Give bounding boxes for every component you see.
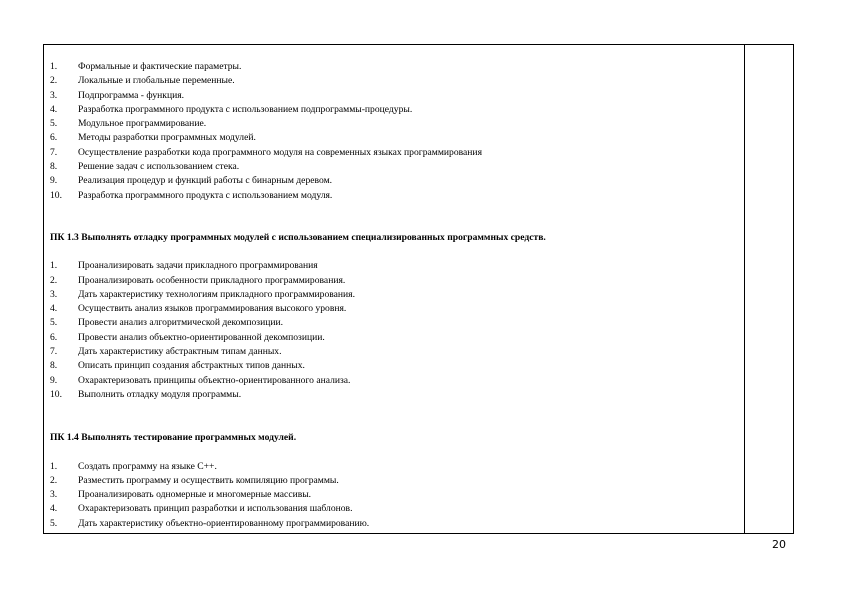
list-item-text: Разместить программу и осуществить компиляцию программы. bbox=[78, 474, 339, 486]
list-item bbox=[50, 131, 740, 145]
list-item-number: 5. bbox=[50, 118, 58, 130]
list-item-number: 8. bbox=[50, 360, 58, 372]
list-item-text: Создать программу на языке С++. bbox=[78, 460, 217, 472]
list-item bbox=[50, 174, 740, 188]
list-item-text: Осуществление разработки кода программного модуля на современных языках программирования bbox=[78, 146, 482, 158]
list-item-text: Дать характеристику абстрактным типам данных. bbox=[78, 346, 282, 358]
topic-list-3 bbox=[50, 460, 740, 531]
list-item-number: 6. bbox=[50, 132, 58, 144]
list-item-text: Формальные и фактические параметры. bbox=[78, 61, 242, 72]
list-item-number: 5. bbox=[50, 517, 58, 529]
list-item-text: Локальные и глобальные переменные. bbox=[78, 75, 235, 87]
list-item-text: Осуществить анализ языков программирования высокого уровня. bbox=[78, 303, 347, 315]
list-item-number: 2. bbox=[50, 474, 58, 486]
list-item-text: Разработка программного продукта с использованием подпрограммы-процедуры. bbox=[78, 103, 413, 115]
list-item-number: 10. bbox=[50, 189, 62, 201]
list-item bbox=[50, 316, 740, 330]
list-item-text: Провести анализ объектно-ориентированной декомпозиции. bbox=[78, 331, 325, 343]
list-item bbox=[50, 103, 740, 117]
list-item bbox=[50, 359, 740, 373]
list-item-text: Дать характеристику технологиям прикладного программирования. bbox=[78, 288, 355, 300]
list-item bbox=[50, 374, 740, 388]
list-item-number: 2. bbox=[50, 75, 58, 87]
list-item-number: 9. bbox=[50, 374, 58, 386]
list-item bbox=[50, 160, 740, 174]
list-item-text: Проанализировать задачи прикладного программирования bbox=[78, 260, 318, 272]
list-item-number: 9. bbox=[50, 175, 58, 187]
list-item bbox=[50, 60, 740, 74]
table-column-divider bbox=[744, 44, 745, 534]
list-item bbox=[50, 331, 740, 345]
list-item bbox=[50, 288, 740, 302]
list-item-text: Проанализировать особенности прикладного программирования. bbox=[78, 274, 346, 286]
list-item-number: 2. bbox=[50, 274, 58, 286]
list-item-text: Модульное программирование. bbox=[78, 118, 207, 130]
list-item bbox=[50, 89, 740, 103]
table-cell-content bbox=[50, 60, 740, 531]
section-heading-pk13: ПК 1.3 Выполнять отладку программных модулей с использованием специализированных программных средств. bbox=[50, 231, 546, 243]
section-heading-pk14: ПК 1.4 Выполнять тестирование программных модулей. bbox=[50, 432, 297, 444]
list-item bbox=[50, 302, 740, 316]
list-item-text: Провести анализ алгоритмической декомпозиции. bbox=[78, 317, 284, 329]
list-item bbox=[50, 74, 740, 88]
list-item bbox=[50, 189, 740, 203]
list-item bbox=[50, 117, 740, 131]
list-item-number: 3. bbox=[50, 89, 58, 101]
list-item-text: Охарактеризовать принципы объектно-ориентированного анализа. bbox=[78, 374, 351, 386]
list-item bbox=[50, 517, 740, 531]
list-item bbox=[50, 274, 740, 288]
topic-list-1 bbox=[50, 60, 740, 203]
list-item bbox=[50, 460, 740, 474]
list-item bbox=[50, 259, 740, 273]
list-item-number: 4. bbox=[50, 303, 58, 315]
list-item bbox=[50, 146, 740, 160]
list-item-text: Охарактеризовать принцип разработки и использования шаблонов. bbox=[78, 503, 353, 515]
list-item-number: 5. bbox=[50, 317, 58, 329]
list-item bbox=[50, 502, 740, 516]
list-item-number: 1. bbox=[50, 61, 58, 72]
list-item-number: 4. bbox=[50, 503, 58, 515]
list-item-text: Описать принцип создания абстрактных типов данных. bbox=[78, 360, 305, 372]
list-item-number: 3. bbox=[50, 489, 58, 501]
list-item bbox=[50, 488, 740, 502]
list-item bbox=[50, 388, 740, 402]
page-number: 20 bbox=[772, 538, 786, 551]
list-item-text: Реализация процедур и функций работы с бинарным деревом. bbox=[78, 175, 333, 187]
list-item-number: 10. bbox=[50, 388, 62, 400]
topic-list-2 bbox=[50, 259, 740, 402]
list-item-text: Выполнить отладку модуля программы. bbox=[78, 388, 242, 400]
list-item-text: Методы разработки программных модулей. bbox=[78, 132, 256, 144]
list-item bbox=[50, 474, 740, 488]
list-item-number: 8. bbox=[50, 161, 58, 173]
list-item-text: Проанализировать одномерные и многомерные массивы. bbox=[78, 489, 312, 501]
list-item-text: Дать характеристику объектно-ориентированному программированию. bbox=[78, 517, 370, 529]
list-item-text: Решение задач с использованием стека. bbox=[78, 161, 240, 173]
list-item-number: 3. bbox=[50, 288, 58, 300]
list-item-number: 4. bbox=[50, 103, 58, 115]
list-item bbox=[50, 345, 740, 359]
list-item-number: 1. bbox=[50, 260, 58, 272]
list-item-number: 1. bbox=[50, 460, 58, 472]
list-item-number: 6. bbox=[50, 331, 58, 343]
list-item-number: 7. bbox=[50, 146, 58, 158]
list-item-text: Разработка программного продукта с использованием модуля. bbox=[78, 189, 333, 201]
list-item-text: Подпрограмма - функция. bbox=[78, 89, 185, 101]
list-item-number: 7. bbox=[50, 346, 58, 358]
